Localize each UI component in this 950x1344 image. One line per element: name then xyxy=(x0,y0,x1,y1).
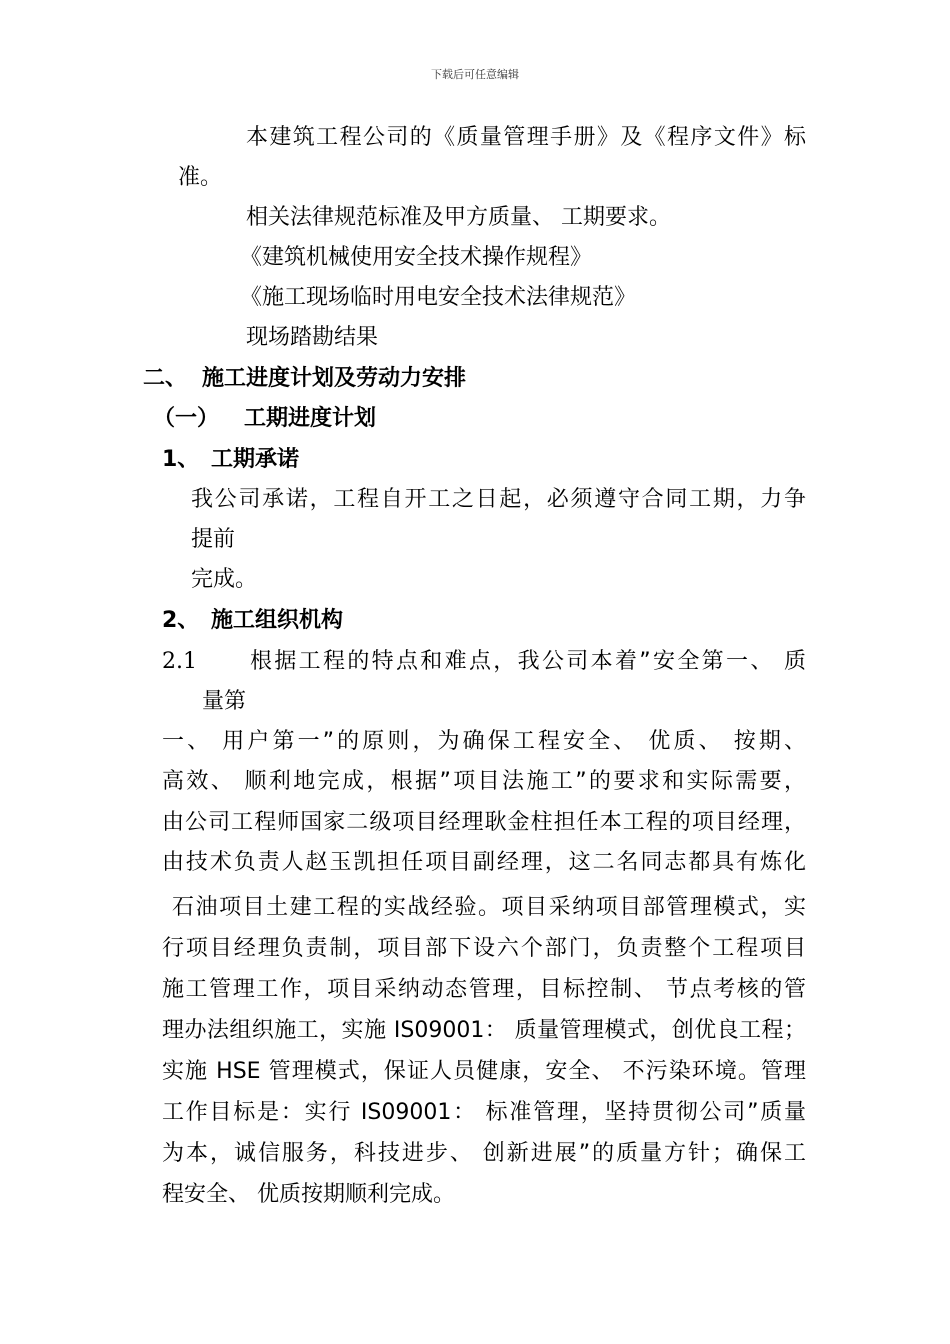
item-number: 2、 xyxy=(162,608,200,633)
body-line: 高效、 顺利地完成，根据”项目法施工”的要求和实际需要， xyxy=(162,769,806,794)
page-header: 下载后可任意编辑 xyxy=(431,68,519,81)
body-line: 实施 HSE 管理模式，保证人员健康，安全、 不污染环境。管理 xyxy=(162,1059,806,1084)
subsection-number: （一） xyxy=(153,406,220,431)
item-title: 施工组织机构 xyxy=(211,608,344,633)
reference-line: 本建筑工程公司的《质量管理手册》及《程序文件》标 xyxy=(246,125,806,150)
body-line: 一、 用户第一”的原则，为确保工程安全、 优质、 按期、 xyxy=(162,729,806,754)
item-title: 工期承诺 xyxy=(211,447,300,472)
body-line: 量第 xyxy=(202,689,247,714)
reference-line: 《施工现场临时用电安全技术法律规范》 xyxy=(240,285,637,310)
reference-line: 相关法律规范标准及甲方质量、 工期要求。 xyxy=(246,205,671,230)
item-number: 1、 xyxy=(162,447,200,472)
body-line: 我公司承诺，工程自开工之日起，必须遵守合同工期，力争 xyxy=(191,487,806,512)
reference-line: 《建筑机械使用安全技术操作规程》 xyxy=(240,245,593,270)
section-number: 二、 xyxy=(143,366,188,391)
body-line: 程安全、 优质按期顺利完成。 xyxy=(162,1182,455,1207)
subsection-title: 工期进度计划 xyxy=(244,406,377,431)
body-line: 工作目标是：实行 IS09001： 标准管理，坚持贯彻公司”质量 xyxy=(162,1100,806,1125)
body-line: 由公司工程师国家二级项目经理耿金柱担任本工程的项目经理， xyxy=(162,810,806,835)
body-line: 为本，诚信服务，科技进步、 创新进展”的质量方针；确保工 xyxy=(162,1141,806,1166)
body-line: 提前 xyxy=(191,527,236,552)
body-line: 由技术负责人赵玉凯担任项目副经理，这二名同志都具有炼化 xyxy=(162,850,806,875)
body-line: 理办法组织施工，实施 IS09001： 质量管理模式，创优良工程； xyxy=(162,1018,806,1043)
body-line: 石油项目土建工程的实战经验。项目采纳项目部管理模式，实 xyxy=(172,895,806,920)
body-line: 根据工程的特点和难点，我公司本着”安全第一、 质 xyxy=(250,649,806,674)
paragraph-number: 2.1 xyxy=(162,649,197,674)
reference-line: 准。 xyxy=(178,165,223,190)
reference-line: 现场踏勘结果 xyxy=(246,325,379,350)
section-title: 施工进度计划及劳动力安排 xyxy=(202,366,467,391)
body-line: 行项目经理负责制，项目部下设六个部门，负责整个工程项目 xyxy=(162,936,806,961)
body-line: 完成。 xyxy=(191,567,258,592)
body-line: 施工管理工作，项目采纳动态管理，目标控制、 节点考核的管 xyxy=(162,977,806,1002)
